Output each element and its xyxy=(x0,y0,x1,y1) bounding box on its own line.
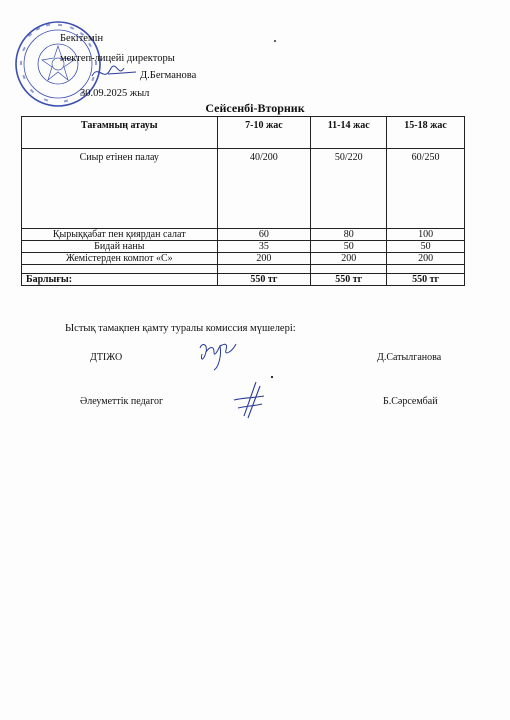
total-label: Барлығы: xyxy=(22,274,218,286)
speck xyxy=(274,40,276,42)
total-11-14: 550 тг xyxy=(311,274,387,286)
portion-15-18: 200 xyxy=(387,253,465,265)
total-7-10: 550 тг xyxy=(217,274,311,286)
commission-heading: Ыстық тамақпен қамту туралы комиссия мүшелері: xyxy=(65,323,296,334)
header-age-15-18: 15-18 жас xyxy=(387,117,465,149)
portion-15-18: 100 xyxy=(387,229,465,241)
portion-7-10: 60 xyxy=(217,229,311,241)
dish-name: Бидай наны xyxy=(22,241,218,253)
portion-7-10: 200 xyxy=(217,253,311,265)
dish-name: Сиыр етінен палау xyxy=(22,149,218,229)
member1-signature xyxy=(196,338,240,372)
member1-name: Д.Сатылганова xyxy=(377,352,442,363)
member2-name: Б.Сәрсембай xyxy=(383,396,438,407)
director-signature xyxy=(88,60,140,84)
portion-15-18: 60/250 xyxy=(387,149,465,229)
header-dish-name: Тағамның атауы xyxy=(22,117,218,149)
table-row xyxy=(22,241,465,253)
table-row xyxy=(22,149,465,229)
portion-11-14: 50 xyxy=(311,241,387,253)
table-row xyxy=(22,229,465,241)
header-age-7-10: 7-10 жас xyxy=(217,117,311,149)
menu-title: Сейсенбі-Вторник xyxy=(205,101,305,115)
table-row xyxy=(22,253,465,265)
dish-name: Жемістерден компот «С» xyxy=(22,253,218,265)
table-spacer-row xyxy=(22,265,465,274)
dish-name: Қырыққабат пен қиярдан салат xyxy=(22,229,218,241)
table-header-row xyxy=(22,117,465,149)
speck xyxy=(271,376,273,378)
menu-table xyxy=(21,116,465,286)
header-age-11-14: 11-14 жас xyxy=(311,117,387,149)
table-total-row xyxy=(22,274,465,286)
total-15-18: 550 тг xyxy=(387,274,465,286)
portion-7-10: 35 xyxy=(217,241,311,253)
approval-heading: Бекітемін xyxy=(60,33,104,44)
approval-date: 30.09.2025 жыл xyxy=(80,88,150,99)
approval-position: мектеп-лицейі директоры xyxy=(60,53,175,64)
approval-director-name: Д.Бегманова xyxy=(140,70,197,81)
portion-15-18: 50 xyxy=(387,241,465,253)
portion-7-10: 40/200 xyxy=(217,149,311,229)
portion-11-14: 200 xyxy=(311,253,387,265)
portion-11-14: 50/220 xyxy=(311,149,387,229)
member1-role: ДТІЖО xyxy=(90,352,123,363)
member2-role: Әлеуметтік педагог xyxy=(80,396,164,407)
member2-signature xyxy=(230,380,266,420)
portion-11-14: 80 xyxy=(311,229,387,241)
